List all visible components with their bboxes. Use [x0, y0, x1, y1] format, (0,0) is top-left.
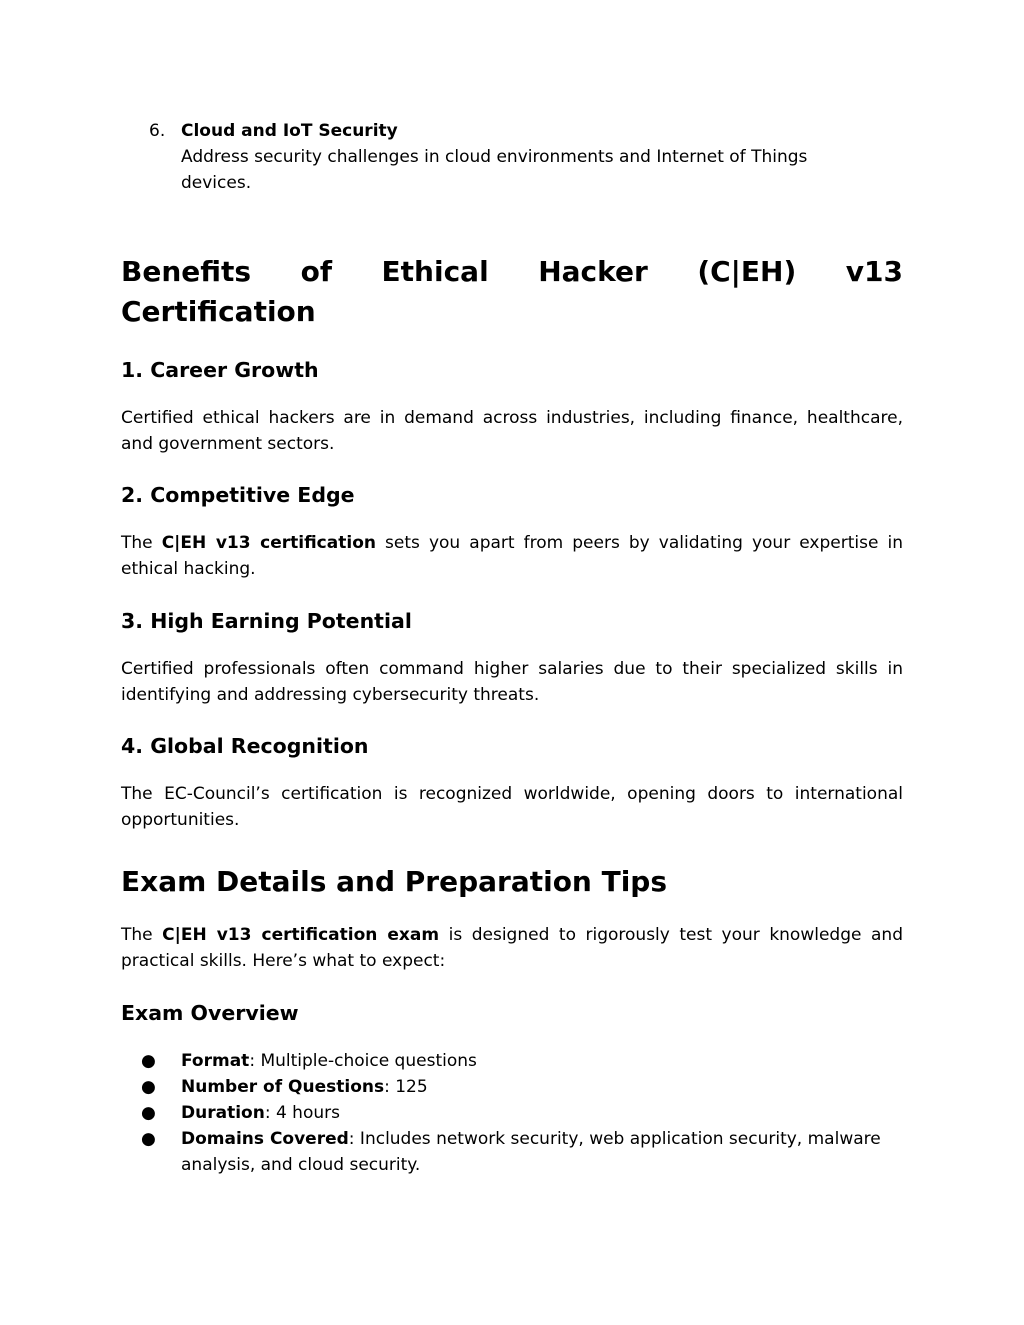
bullet-label: Format: [181, 1051, 250, 1071]
list-item-title: Cloud and IoT Security: [181, 121, 398, 141]
bullet-value: : Multiple-choice questions: [249, 1051, 477, 1071]
list-item: [121, 1074, 903, 1100]
bullet-value: : 125: [384, 1077, 428, 1097]
benefits-heading-line1: Benefits of Ethical Hacker (C|EH) v13: [121, 255, 903, 288]
list-item: [121, 1100, 903, 1126]
bullet-icon: ●: [141, 1103, 156, 1123]
list-number: 6.: [149, 121, 166, 141]
emphasis-text: C|EH v13 certification: [161, 533, 376, 553]
exam-intro-text: [121, 922, 903, 974]
text-segment: The: [121, 533, 162, 553]
global-recognition-heading: 4. Global Recognition: [121, 734, 369, 758]
competitive-edge-heading: 2. Competitive Edge: [121, 483, 355, 507]
competitive-edge-text: [121, 530, 903, 582]
list-item: [121, 1126, 903, 1178]
exam-details-heading: Exam Details and Preparation Tips: [121, 865, 668, 898]
exam-overview-list: [121, 1048, 903, 1178]
career-growth-text: Certified ethical hackers are in demand across industries, including finance, healthcare, and government sectors.: [121, 408, 903, 454]
bullet-label: Duration: [181, 1103, 265, 1123]
bullet-icon: ●: [141, 1129, 156, 1149]
high-earning-heading: 3. High Earning Potential: [121, 609, 412, 633]
benefits-heading-line2: Certification: [121, 295, 316, 328]
list-item-description: Address security challenges in cloud environments and Internet of Things devices.: [181, 147, 808, 193]
bullet-label: Number of Questions: [181, 1077, 385, 1097]
exam-overview-heading: Exam Overview: [121, 1001, 299, 1025]
bullet-value: : 4 hours: [264, 1103, 340, 1123]
high-earning-text: Certified professionals often command higher salaries due to their specialized skills in identifying and addressing cybersecurity threats.: [121, 659, 903, 705]
text-segment: sets you apart from peers by validating your expertise in ethical hacking.: [121, 533, 904, 579]
global-recognition-text: The EC-Council’s certification is recognized worldwide, opening doors to international opportunities.: [121, 784, 903, 830]
list-item: [121, 1048, 903, 1074]
emphasis-text: C|EH v13 certification exam: [162, 925, 440, 945]
bullet-icon: ●: [141, 1077, 156, 1097]
text-segment: The: [121, 925, 163, 945]
career-growth-heading: 1. Career Growth: [121, 358, 319, 382]
bullet-value: : Includes network security, web application security, malware analysis, and cloud security.: [181, 1129, 881, 1175]
bullet-icon: ●: [141, 1051, 156, 1071]
bullet-label: Domains Covered: [181, 1129, 349, 1149]
text-segment: is designed to rigorously test your knowledge and practical skills. Here’s what to expect:: [121, 925, 903, 971]
